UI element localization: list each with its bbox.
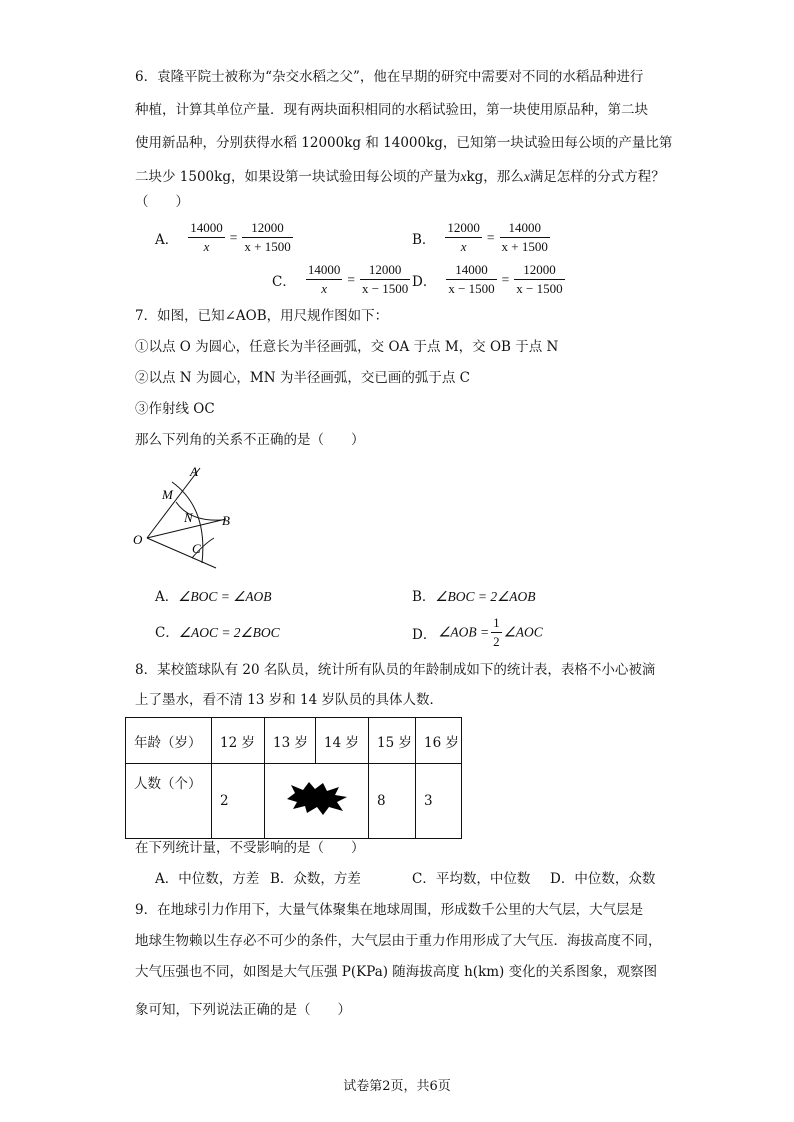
q6-option-a-label: A． [155,231,179,248]
q6-option-c-label: C． [272,273,296,290]
q6-d-right-frac [514,262,564,297]
q6-option-c[interactable] [272,262,412,297]
header-age: 年龄（岁） [126,718,212,764]
q8-line-1: 8．某校篮球队有 20 名队员，统计所有队员的年龄制成如下的统计表，表格不小心被滴 [135,662,656,678]
ink-stain-cell [265,764,369,839]
q6-a-right-num: 12000 [242,220,292,238]
q6-c-right-den: x − 1500 [361,281,409,296]
q8-option-a-text: 中位数，方差 [178,871,260,887]
q6-option-d[interactable] [412,262,567,297]
q7-option-b-text: ∠BOC = 2∠AOB [435,589,536,604]
q9-line-4: 象可知，下列说法正确的是（ ） [135,1002,351,1018]
q6-c-equals: = [347,271,355,287]
q7-option-c-label: C． [155,625,179,641]
q6-line-2: 种植，计算其单位产量．现有两块面积相同的水稻试验田，第一块使用原品种，第二块 [135,102,648,118]
label-n: N [184,510,193,525]
q7-question: 那么下列角的关系不正确的是（ ） [135,432,365,448]
q6-d-equals: = [501,271,510,287]
label-m: M [162,487,173,502]
q6-a-right-frac [242,220,292,255]
q8-option-a-label: A． [155,871,179,887]
count-15: 8 [369,764,416,839]
q6-b-left-num: 12000 [445,220,482,238]
row-label-count: 人数（个） [126,764,212,839]
q8-question: 在下列统计量，不受影响的是（ ） [135,840,365,856]
q9-line-3: 大气压强也不同，如图是大气压强 P(KPa) 随海拔高度 h(km) 变化的关系图象，观察图 [135,964,658,980]
q6-c-left-num: 14000 [306,262,343,280]
q7-option-b-label: B． [412,589,436,605]
q6-b-right-frac [500,220,550,255]
age-table [125,717,462,839]
q7-intro: 7．如图，已知∠AOB，用尺规作图如下： [135,308,389,324]
count-12: 2 [212,764,265,839]
q6-option-b[interactable] [412,220,552,255]
q6-line-4 [135,170,665,185]
age-table-header-row [126,718,462,764]
q6-b-right-num: 14000 [500,220,550,238]
q6-c-left-den: x [321,281,327,296]
q8-option-d-label: D． [550,871,575,887]
header-16: 16 岁 [416,718,462,764]
q6-d-left-frac [446,262,496,297]
q9-line-1: 9．在地球引力作用下，大量气体聚集在地球周围，形成数千公里的大气层，大气层是 [135,902,644,918]
q6-b-equals: = [486,229,495,245]
q7-step-3: ③作射线 OC [135,401,215,417]
q6-a-left-frac [188,220,225,255]
label-a: A [190,464,198,479]
q6-line-4-a: 二块少 1500kg，如果设第一块试验田每公顷的产量为 [135,169,461,185]
q7-option-d[interactable] [412,615,543,650]
q6-b-left-den: x [460,239,467,254]
q7-d-frac-den: 2 [493,634,500,649]
q6-line-1: 6．袁隆平院士被称为“杂交水稻之父”，他在早期的研究中需要对不同的水稻品种进行 [135,69,644,85]
q7-option-c[interactable] [155,626,280,641]
ink-blot-icon [281,779,353,819]
q8-line-2: 上了墨水，看不清 13 岁和 14 岁队员的具体人数． [135,692,444,708]
q7-option-d-text-b: ∠AOC [503,624,543,640]
q8-option-c-text: 平均数，中位数 [435,871,531,887]
q6-line-3: 使用新品种，分别获得水稻 12000kg 和 14000kg，已知第一块试验田每公顷的产量比第 [135,135,673,151]
q6-d-right-num: 12000 [514,262,564,280]
count-16: 3 [416,764,462,839]
q6-c-left-frac [306,262,343,297]
q7-construction-figure [128,460,268,580]
q7-step-2: ②以点 N 为圆心，MN 为半径画弧，交已画的弧于点 C [135,370,470,386]
q6-b-left-frac [445,220,482,255]
q6-d-left-num: 14000 [446,262,496,280]
q6-b-right-den: x + 1500 [501,239,548,254]
label-b: B [222,513,230,528]
header-12: 12 岁 [212,718,265,764]
label-o: O [133,532,143,547]
page-footer: 试卷第2页，共6页 [343,1079,451,1094]
q6-a-left-den: x [203,239,210,254]
q8-option-d[interactable] [550,873,655,887]
q7-step-1: ①以点 O 为圆心，任意长为半径画弧，交 OA 于点 M，交 OB 于点 N [135,339,559,355]
q8-option-c[interactable] [412,873,530,887]
q6-a-right-den: x + 1500 [244,239,291,254]
q6-var-x: x [460,169,467,184]
q6-a-left-num: 14000 [188,220,225,238]
q7-option-a-text: ∠BOC = ∠AOB [178,589,272,604]
q7-option-b[interactable] [412,590,535,605]
header-13: 13 岁 [265,718,316,764]
q8-option-b-label: B． [270,871,294,887]
q8-option-d-text: 中位数，众数 [574,871,656,887]
q7-option-c-text: ∠AOC = 2∠BOC [178,625,280,640]
label-c: C [192,541,201,556]
header-14: 14 岁 [316,718,369,764]
q6-option-d-label: D． [412,273,437,290]
q6-option-b-label: B． [412,231,436,248]
q7-option-a[interactable] [155,590,272,605]
q6-var-x-2: x [523,169,530,184]
q6-line-4-b: kg，那么 [466,169,524,185]
ray-oc [147,538,216,568]
q6-c-right-num: 12000 [360,262,410,280]
q7-option-d-text-a: ∠AOB = [438,624,490,640]
q8-option-c-label: C． [412,871,436,887]
q6-paren: （ ） [135,194,189,210]
header-15: 15 岁 [369,718,416,764]
q7-option-d-frac [491,615,502,650]
q7-option-d-label: D． [412,626,437,643]
q8-option-a[interactable] [155,873,259,887]
q6-line-4-c: 满足怎样的分式方程？ [529,169,665,185]
q6-a-equals: = [229,229,238,245]
q9-line-2: 地球生物赖以生存必不可少的条件，大气层由于重力作用形成了大气压．海拔高度不同， [135,933,662,949]
q6-d-right-den: x − 1500 [516,281,563,296]
q8-option-b[interactable] [270,873,361,887]
q7-d-frac-num: 1 [491,615,502,633]
q6-option-a[interactable] [155,220,295,255]
q8-option-b-text: 众数，方差 [293,871,361,887]
q6-c-right-frac [360,262,410,297]
q6-d-left-den: x − 1500 [448,281,495,296]
arc-mn [176,502,222,520]
q7-option-a-label: A． [155,589,179,605]
age-table-count-row [126,764,462,839]
